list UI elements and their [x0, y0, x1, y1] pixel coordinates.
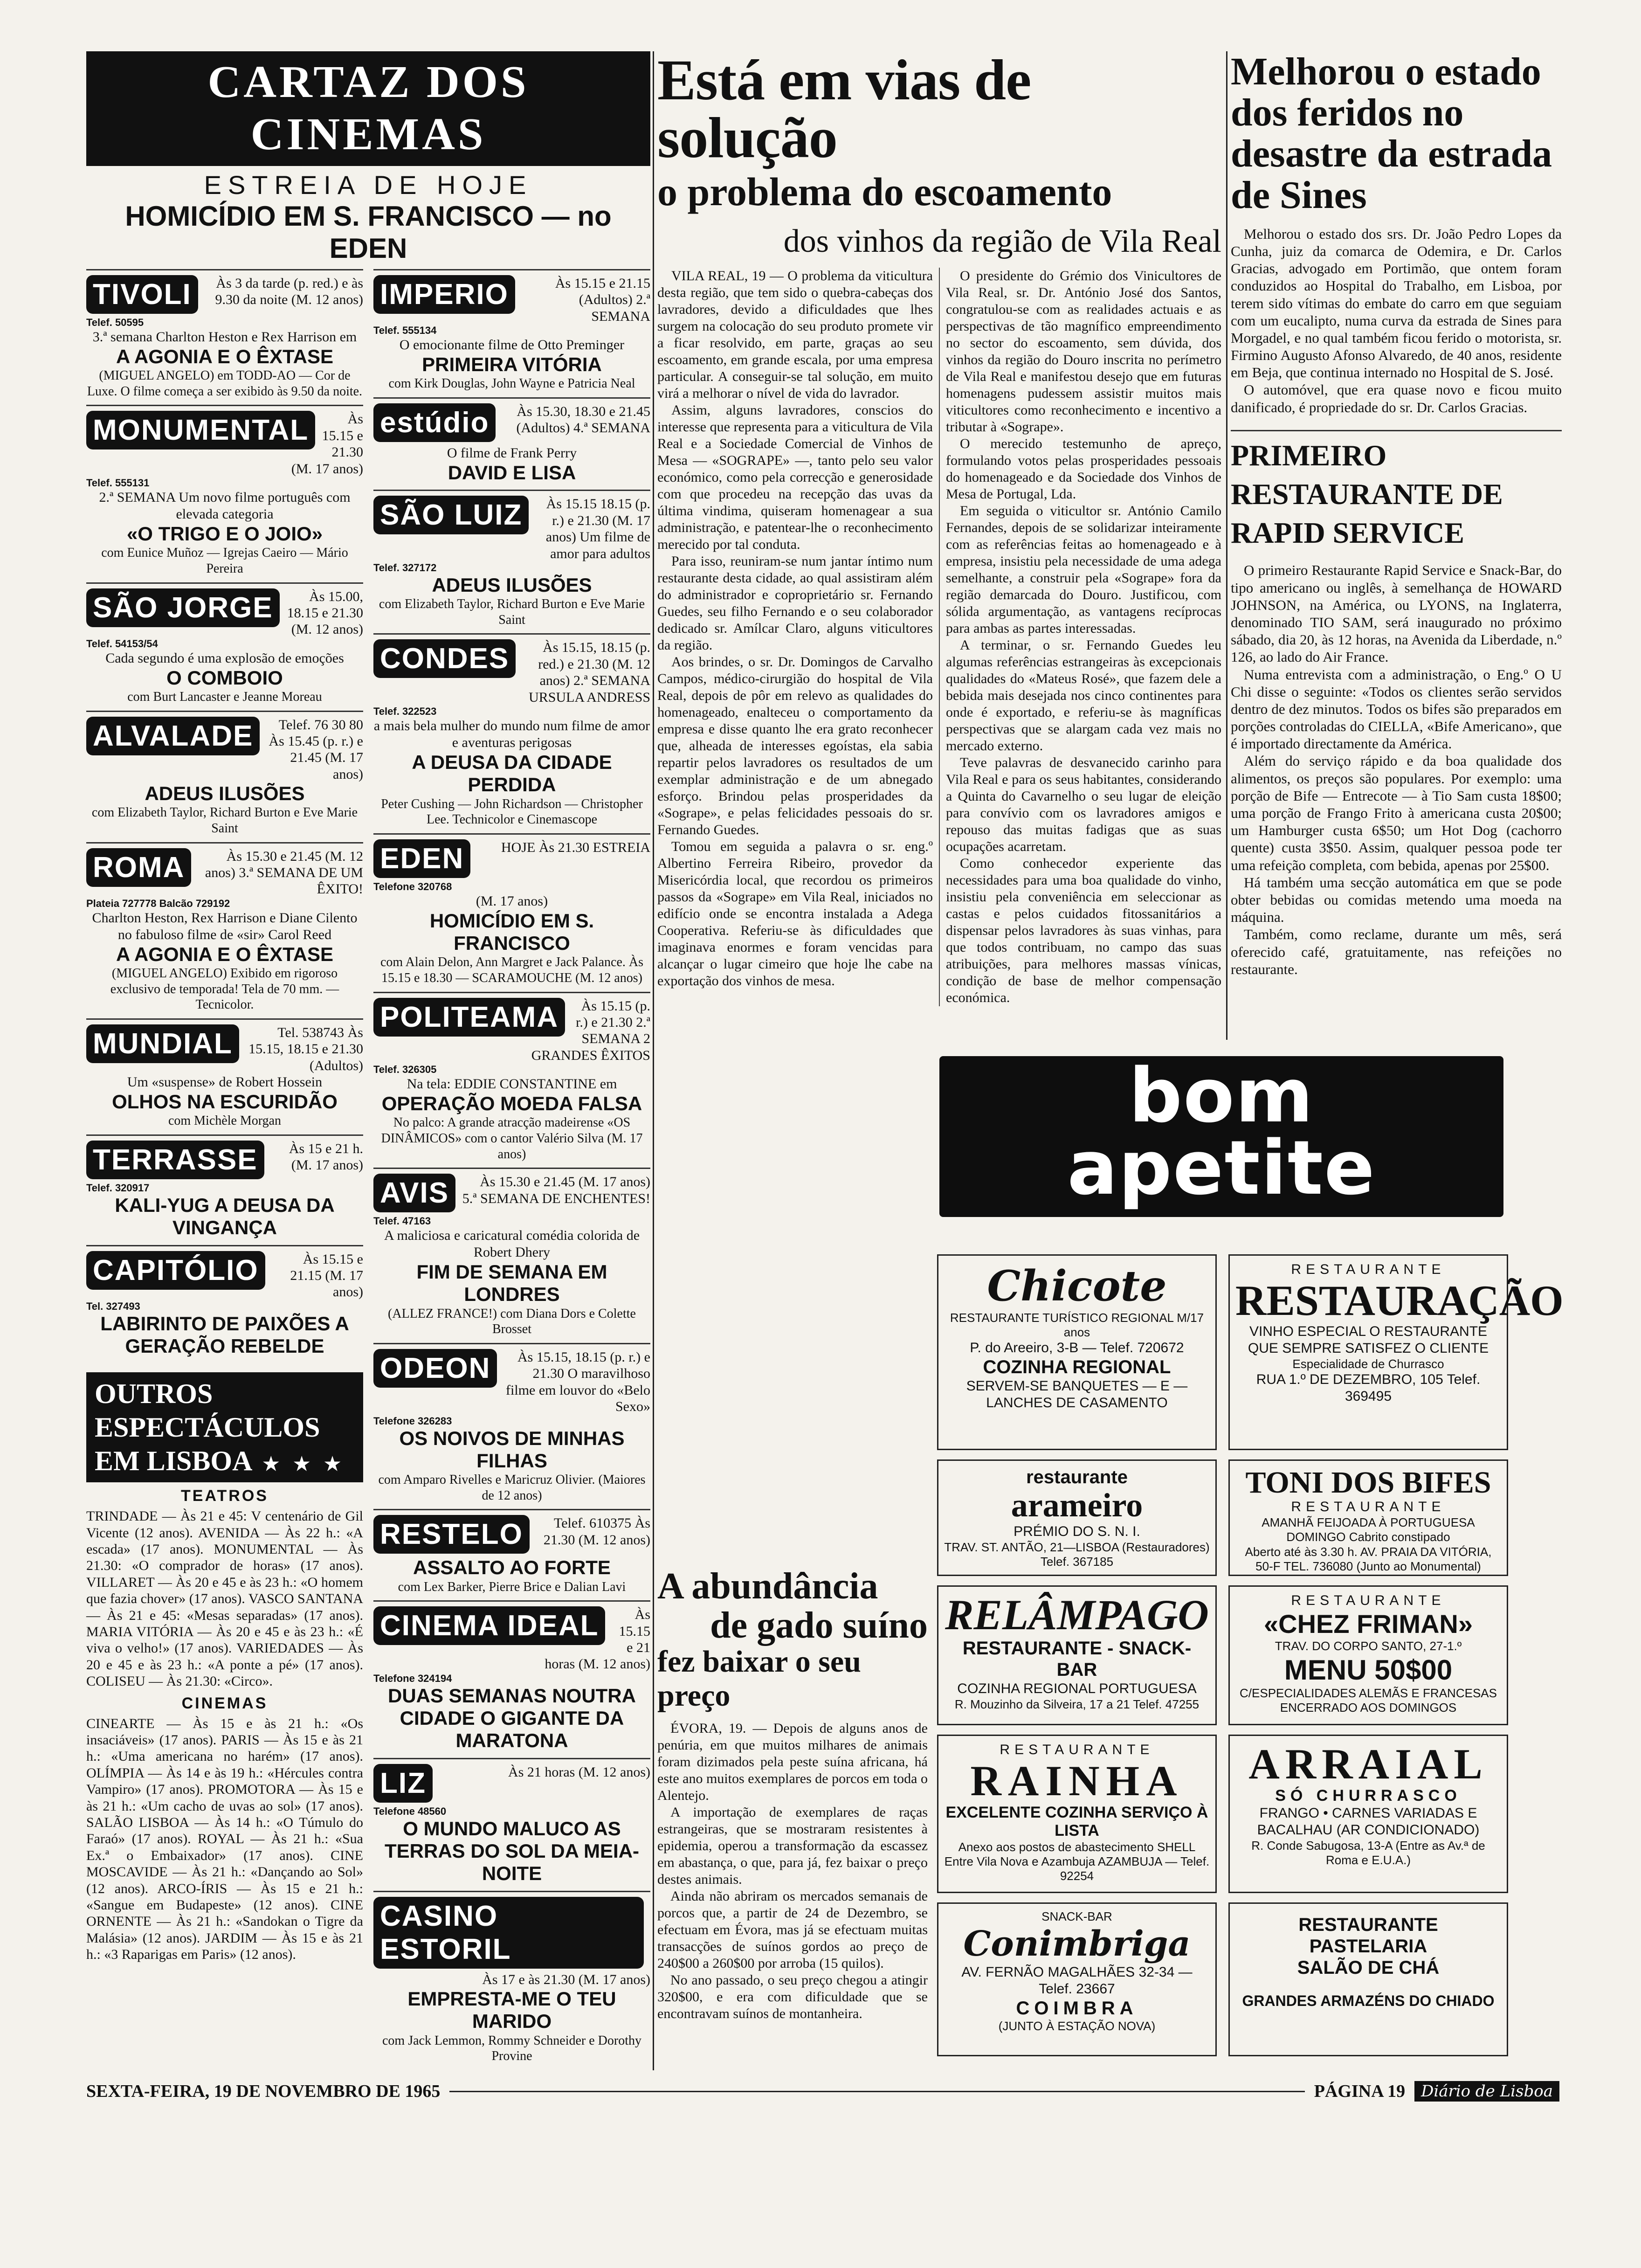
cinema-logo: ROMA: [86, 848, 191, 887]
cinema-cast: com Burt Lancaster e Jeanne Moreau: [127, 690, 322, 704]
cinema-logo: TIVOLI: [86, 275, 198, 314]
ad-toni-dos-bifes: [1228, 1459, 1508, 1576]
article-paragraph: Melhorou o estado dos srs. Dr. João Pedro Lopes da Cunha, juiz da comarca de Odemira, e Dr. Carlos Gracias, advogado em Portimão, que ontem foram conduzidos ao Hospital do Trabalho, em Lisboa, por terem sido vítimas do embate do carro em que seguiam com um eucalipto, numa curva da estrada de Sines para Morgadel, e no qual também ficou ferido o motorista, sr. Firmino Augusto Afonso Alvaredo, de 40 anos, residente em Beja, que continua internado no Hospital de S. José.: [1231, 225, 1562, 381]
cinema-logo: IMPERIO: [373, 275, 515, 314]
cinema-cast: com Amparo Rivelles e Maricruz Olivier. (Maiores de 12 anos): [378, 1473, 646, 1503]
cinema-info: (M. 17 anos): [476, 893, 548, 909]
arameiro-name: arameiro: [1011, 1487, 1143, 1524]
article-paragraph: Há também uma secção automática em que se pode obter bebidas ou comidas metendo uma moeda na máquina.: [1231, 874, 1562, 926]
conimbriga-address: AV. FERNÃO MAGALHÃES 32-34 — Telef. 23667: [961, 1964, 1193, 1997]
cinema-cast: (MIGUEL ANGELO) em TODD-AO — Cor de Luxe. O filme começa a ser exibido às 9.50 da noite.: [87, 368, 363, 399]
cinema-film-title: OS NOIVOS DE MINHAS FILHAS: [399, 1427, 625, 1472]
relampago-line1: RESTAURANTE - SNACK-BAR: [962, 1638, 1192, 1680]
cinema-logo: ALVALADE: [86, 717, 260, 755]
column-divider: [653, 51, 654, 2070]
cinema-entry: [86, 1018, 363, 1134]
article-paragraph: O presidente do Grémio dos Vinicultores de Vila Real, sr. Dr. António José dos Santos, congratulou-se com as realidades actuais e as perspectivas de tão magnífico empreendimento no sector do escoamento, sem dúvida, dos vinhos da região do Douro inscrita no perímetro de Vila Real e manifestou desejo que em futuras homenagens pudessem assistir muitos mais viticultores como reconhecimento e incentivo a tributar à «Sogrape».: [946, 268, 1221, 435]
pork-headline-3: fez baixar o seu preço: [657, 1645, 861, 1713]
cinema-entry: [86, 1245, 363, 1363]
toni-top: RESTAURANTE: [1291, 1499, 1446, 1515]
restauracao-top: RESTAURANTE: [1291, 1262, 1446, 1277]
relampago-address: R. Mouzinho da Silveira, 17 a 21 Telef. 47255: [954, 1697, 1200, 1711]
chicote-address: P. do Areeiro, 3-B — Telef. 720672: [970, 1340, 1184, 1356]
cinema-sessions: Tel. 538743 Às 15.15, 18.15 e 21.30 (Adultos): [248, 1024, 363, 1073]
cinema-sessions: Às 15.15, 18.15 (p. r.) e 21.30 O maravilhoso filme em louvor do «Belo Sexo»: [506, 1349, 650, 1415]
cinema-logo: CONDES: [373, 639, 516, 678]
cinema-phone: Telefone 326283: [373, 1415, 452, 1427]
ad-chiado: [1228, 1902, 1508, 2056]
cinema-film-title: EMPRESTA-ME O TEU MARIDO: [407, 1987, 616, 2033]
cinema-phone: Telef. 320917: [86, 1182, 150, 1194]
ad-relampago: [937, 1585, 1217, 1725]
toni-address: Aberto até às 3.30 h. AV. PRAIA DA VITÓRIA, 50-F TEL. 736080 (Junto ao Monumental): [1245, 1544, 1492, 1573]
sines-article: [1231, 225, 1562, 416]
conimbriga-logo: Conimbriga: [963, 1924, 1191, 1964]
chez-address: TRAV. DO CORPO SANTO, 27-1.º: [1275, 1639, 1462, 1653]
article-paragraph: Numa entrevista com a administração, o Eng.º O U Chi disse o seguinte: «Todos os clientes serão servidos dentro de dez minutos. Todos os bifes são preparados em porções controladas do CIELLA, «Bife Americano», que é importado directamente da América.: [1231, 666, 1562, 752]
cinema-sessions: Às 15.15 e 21.15 (M. 17 anos): [290, 1251, 363, 1300]
cinema-sessions: Telef. 610375 Às 21.30 (M. 12 anos): [543, 1515, 650, 1548]
cinema-logo: LIZ: [373, 1764, 433, 1803]
cinema-film-title: ASSALTO AO FORTE: [413, 1556, 611, 1579]
rainha-address: Entre Vila Nova e Azambuja AZAMBUJA — Telef. 92254: [944, 1854, 1210, 1883]
cinema-logo: SÃO JORGE: [86, 588, 280, 627]
ad-restauracao: [1228, 1254, 1564, 1450]
cinema-phone: Telef. 555131: [86, 477, 150, 489]
page-number: PÁGINA 19: [1314, 2081, 1406, 2101]
article-paragraph: Em seguida o viticultor sr. António Camilo Fernandes, depois de se solidarizar inteiramente com as referências feitas ao homenageado e à empresa, insistiu pela necessidade de uma adega semelhante, a construir pela «Sogrape» fora da região demarcada do Douro. Justificou, com sólida argumentação, as vantagens recíprocas para ambas as partes interessadas.: [946, 503, 1221, 636]
cinema-phone: Telefone 324194: [373, 1672, 452, 1684]
relampago-line2: COZINHA REGIONAL PORTUGUESA: [957, 1680, 1197, 1696]
restauracao-name: RESTAURAÇÃO: [1235, 1277, 1564, 1324]
article-paragraph: A terminar, o sr. Fernando Guedes leu algumas referências estrangeiras às excepcionais qualidades do «Mateus Rosé», que fazem dele a bebida mais desejada nos cinco continentes para onde é exportado, e referiu-se às magníficas perspectivas que se alargam cada vez mais no mercado externo.: [946, 637, 1221, 754]
article-paragraph: O automóvel, que era quase novo e ficou muito danificado, é propriedade do sr. Dr. Carlos Gracias.: [1231, 381, 1562, 415]
cinema-film-title: OLHOS NA ESCURIDÃO: [112, 1091, 338, 1113]
cinema-info: Charlton Heston, Rex Harrison e Diane Cilento no fabuloso filme de «sir» Carol Reed: [92, 910, 358, 942]
cinema-entry: [373, 1600, 650, 1757]
cinema-sessions: Às 3 da tarde (p. red.) e às 9.30 da noite (M. 12 anos): [215, 276, 363, 308]
main-article: [657, 48, 1221, 1058]
toni-name: TONI DOS BIFES: [1245, 1466, 1491, 1500]
cinema-film-title: LABIRINTO DE PAIXÕES A GERAÇÃO REBELDE: [100, 1312, 349, 1357]
cinemas-heading: CINEMAS: [181, 1694, 268, 1712]
chiado-line2: PASTELARIA: [1309, 1936, 1427, 1957]
main-kicker: dos vinhos da região de Vila Real: [783, 223, 1221, 260]
restauracao-address: RUA 1.º DE DEZEMBRO, 105 Telef. 369495: [1256, 1371, 1481, 1404]
cinema-entry: [86, 405, 363, 582]
cinema-logo: ODEON: [373, 1349, 497, 1388]
cinema-logo: CAPITÓLIO: [86, 1251, 265, 1290]
cinema-cast: com Alain Delon, Ann Margret e Jack Palance. Às 15.15 e 18.30 — SCARAMOUCHE (M. 12 anos): [380, 955, 643, 985]
relampago-name: RELÂMPAGO: [945, 1591, 1209, 1639]
cinema-info: Cada segundo é uma explosão de emoções: [105, 650, 344, 666]
conimbriga-note: (JUNTO À ESTAÇÃO NOVA): [998, 2019, 1156, 2033]
chez-line2: C/ESPECIALIDADES ALEMÃS E FRANCESAS ENCERRADO AOS DOMINGOS: [1240, 1686, 1497, 1715]
cinema-entry: [86, 269, 363, 405]
cinema-sessions: Às 15.15, 18.15 (p. red.) e 21.30 (M. 12 anos) 2.ª SEMANA URSULA ANDRESS: [529, 640, 650, 705]
cinema-phone: Telef. 322523: [373, 705, 437, 717]
main-article-body: [657, 268, 1221, 1006]
bom-text: bom: [1129, 1052, 1314, 1139]
chez-menu: MENU 50$00: [1284, 1654, 1453, 1686]
arameiro-top: restaurante: [1026, 1467, 1128, 1487]
cinema-phone: Telefone 320768: [373, 880, 452, 892]
main-headline: Está em vias de solução: [657, 48, 1031, 170]
newspaper-name: Diário de Lisboa: [1414, 2081, 1559, 2102]
cinema-cast: No palco: A grande atracção madeirense «OS DINÂMICOS» com o cantor Valério Silva (M. 17 anos): [381, 1115, 643, 1162]
article-paragraph: A importação de exemplares de raças estrangeiras, que se mostraram resistentes à epidemia, operou a transformação da escassez em abastança, o que, para já, fez baixar o preço destes animais.: [657, 1805, 928, 1888]
cinema-film-title: A DEUSA DA CIDADE PERDIDA: [412, 751, 612, 796]
cinema-sessions: Às 15.15 e 21.15 (Adultos) 2.ª SEMANA: [555, 276, 650, 324]
cinema-info: 2.ª SEMANA Um novo filme português com elevada categoria: [99, 490, 351, 522]
cinema-listings-column: [86, 51, 650, 2070]
cinema-sessions: HOJE Às 21.30 ESTREIA: [501, 839, 650, 855]
cinema-cast: com Kirk Douglas, John Wayne e Patricia Neal: [388, 376, 635, 391]
cinemas-listing: CINEARTE — Às 15 e às 21 h.: «Os insaciáveis» (17 anos). PARIS — Às 15 e às 21 h.: «Uma americana no harém» (17 anos). OLÍMPIA — Às 14 e às 19 h.: «Hércules contra Vampiro» (17 anos). PROMOTORA — Às 15 e às 21 h.: «Um cacho de uvas ao sol» (17 anos). SALÃO LISBOA — Às 14 h.: «O Túmulo do Faraó» (17 anos). ROYAL — Às 21 h.: «Sua Ex.ª o Embaixador» (17 anos). CINE MOSCAVIDE — Às 21 h.: «Dançando ao Sol» (12 anos). ARCO-ÍRIS — Às 15 e 21 h.: «Sangue em Budapeste» (12 anos). CINE ORNENTE — Às 21 h.: «Sandokan o Tigre da Malásia» (12 anos). JARDIM — Às 15 e às 21 h.: «3 Raparigas em Paris» (12 anos).: [86, 1715, 363, 1963]
chiado-line3: SALÃO DE CHÁ: [1297, 1957, 1440, 1978]
rainha-line1: EXCELENTE COZINHA SERVIÇO À LISTA: [945, 1803, 1208, 1839]
cinema-grid: [86, 269, 650, 2070]
cinema-column-left: [86, 269, 363, 2070]
article-paragraph: Também, como reclame, durante um mês, será oferecido café, gratuitamente, nas refeições no restaurante.: [1231, 926, 1562, 977]
arameiro-prize: PRÉMIO DO S. N. I.: [1014, 1523, 1140, 1539]
cinema-info: a mais bela mulher do mundo num filme de amor e aventuras perigosas: [373, 718, 650, 750]
chez-name: «CHEZ FRIMAN»: [1263, 1609, 1473, 1639]
cinema-info: O filme de Frank Perry: [447, 445, 577, 461]
teatros-heading: TEATROS: [181, 1487, 269, 1505]
cinema-entry: [373, 633, 650, 833]
article-paragraph: O merecido testemunho de apreço, formulando votos pelas prosperidades pessoais do homenageado e da Sociedade dos Vinhos de Mesa de Portugal, Lda.: [946, 436, 1221, 502]
conimbriga-city: COIMBRA: [1016, 1998, 1138, 2019]
footer-rule: [449, 2091, 1304, 2092]
cinema-sessions: Às 15.15 18.15 (p. r.) e 21.30 (M. 17 anos) Um filme de amor para adultos: [545, 496, 650, 561]
cinema-logo: estúdio: [373, 403, 496, 442]
cinema-cast: (MIGUEL ANGELO) Exibido em rigoroso exclusivo de temporada! Tela de 70 mm. — Tecnicolor.: [110, 966, 339, 1012]
ad-chez-friman: [1228, 1585, 1508, 1725]
chiado-line4: GRANDES ARMAZÉNS DO CHIADO: [1242, 1992, 1495, 2009]
rainha-top: RESTAURANTE: [1000, 1742, 1154, 1757]
cinema-cast: com Jack Lemmon, Rommy Schneider e Dorothy Provine: [382, 2033, 641, 2064]
ad-chicote: [937, 1254, 1217, 1450]
cinema-sessions: Às 15.00, 18.15 e 21.30 (M. 12 anos): [287, 588, 363, 637]
pork-article: [657, 1567, 928, 2056]
restauracao-line2: Especialidade de Churrasco: [1292, 1356, 1444, 1371]
cinema-logo: CINEMA IDEAL: [373, 1606, 605, 1645]
cinema-entry: [373, 992, 650, 1168]
cinema-phone: Telef. 555134: [373, 325, 437, 337]
rainha-name: RAINHA: [970, 1757, 1184, 1805]
chez-top: RESTAURANTE: [1291, 1593, 1446, 1608]
chicote-line2: SERVEM-SE BANQUETES — E — LANCHES DE CASAMENTO: [966, 1378, 1188, 1411]
arraial-line2: FRANGO • CARNES VARIADAS E BACALHAU (AR CONDICIONADO): [1257, 1805, 1480, 1838]
article-paragraph: No ano passado, o seu preço chegou a atingir 320$00, e era com dificuldade que se encontravam suínos de montanheira.: [657, 1972, 928, 2022]
article-paragraph: Aos brindes, o sr. Dr. Domingos de Carvalho Campos, médico-cirurgião do hospital de Vila Real, depois de pôr em relevo as qualidades do homenageado, enalteceu o comportamento da empresa e disse quanto lhe era grato reconhecer que, alheada de interesses egoístas, ela sabia repartir pelos lavradores os resultados de um exemplar administração e de um abnegado esforço. Brindou pelas prosperidades da «Sogrape», e pelas felicidades pessoais do sr. Fernando Guedes.: [657, 654, 933, 838]
arraial-line1: SÓ CHURRASCO: [1275, 1786, 1462, 1805]
issue-date: SEXTA-FEIRA, 19 DE NOVEMBRO DE 1965: [86, 2081, 441, 2101]
cinema-info: O emocionante filme de Otto Preminger: [399, 337, 625, 353]
conimbriga-sub: SNACK-BAR: [1041, 1909, 1112, 1923]
cinema-logo: POLITEAMA: [373, 998, 565, 1037]
toni-line1: AMANHÃ FEIJOADA À PORTUGUESA DOMINGO Cabrito constipado: [1262, 1515, 1475, 1544]
cinema-film-title: A AGONIA E O ÊXTASE: [116, 346, 333, 367]
cinema-logo: CASINO ESTORIL: [373, 1897, 644, 1969]
outros-espectaculos-banner: [86, 1372, 363, 1482]
article-paragraph: Ainda não abriram os mercados semanais de porcos que, a partir de 24 de Dezembro, se efectuam em Évora, mas já se efectuam muitas transacções de suínos gordos ao preço de 240$00 a 260$00 por arroba (15 quilos).: [657, 1888, 928, 1971]
article-paragraph: Como conhecedor experiente das necessidades para uma boa qualidade do vinho, insistiu pela conveniência em seleccionar as castas e pelos cuidados fitossanitários a dispensar pelos lavradores às suas vinhas, para que todos contribuam, no campo das suas atribuições, para melhores massas vínicas, condição de base de melhor compensação económica.: [946, 856, 1221, 1006]
cinema-film-title: O MUNDO MALUCO AS TERRAS DO SOL DA MEIA-NOITE: [384, 1817, 640, 1885]
cinema-entry: [373, 1758, 650, 1891]
arraial-name: ARRAIAL: [1248, 1740, 1488, 1788]
cinema-sessions: Às 15.15 e 21 horas (M. 12 anos): [545, 1607, 650, 1672]
article-paragraph: Teve palavras de desvanecido carinho para Vila Real e para os seus habitantes, considerando a Quinta do Cavarnelho o seu lugar de eleição para convívio com os lavradores amigos e repouso das muitas fadigas que as suas ocupações acarretam.: [946, 755, 1221, 855]
pork-article-body: [657, 1720, 928, 2022]
cinema-entry: [373, 490, 650, 633]
chicote-line1: COZINHA REGIONAL: [983, 1357, 1171, 1378]
cinema-film-title: ADEUS ILUSÕES: [145, 782, 305, 805]
ad-conimbriga: [937, 1902, 1217, 2056]
cinema-phone: Telefone 48560: [373, 1805, 447, 1817]
cinema-sessions: Às 17 e às 21.30 (M. 17 anos): [482, 1971, 650, 1987]
cinema-logo: SÃO LUIZ: [373, 496, 529, 534]
cinema-sessions: Às 15.15 e 21.30 (M. 17 anos): [291, 411, 363, 477]
cinema-sessions: Telef. 76 30 80 Às 15.45 (p. r.) e 21.45 (M. 17 anos): [269, 717, 363, 782]
cinema-film-title: PRIMEIRA VITÓRIA: [422, 353, 602, 376]
ad-rainha: [937, 1735, 1217, 1893]
arameiro-address: TRAV. ST. ANTÃO, 21—LISBOA (Restauradores) Telef. 367185: [944, 1540, 1210, 1569]
cinema-film-title: HOMICÍDIO EM S. FRANCISCO: [429, 909, 594, 954]
article-paragraph: Para isso, reuniram-se num jantar íntimo num restaurante desta cidade, ao qual assistiram além do administrador e coproprietário sr. Fernando Guedes, seu filho Fernando e o seu colaborador dedicado sr. Amílcar Claro, alguns viticultores da região.: [657, 553, 933, 653]
cinema-info: A maliciosa e caricatural comédia colorida de Robert Dhery: [384, 1228, 640, 1260]
cinema-info: Um «suspense» de Robert Hossein: [127, 1074, 323, 1090]
right-column: [1231, 51, 1562, 1058]
rapid-service-headline: PRIMEIRO RESTAURANTE DE RAPID SERVICE: [1231, 430, 1562, 553]
cinema-entry: [373, 833, 650, 992]
restauracao-line1: VINHO ESPECIAL O RESTAURANTE QUE SEMPRE SATISFEZ O CLIENTE: [1248, 1323, 1489, 1356]
article-paragraph: ÉVORA, 19. — Depois de alguns anos de penúria, em que muitos milhares de animais foram dizimados pela peste suína africana, há este ano muitos exemplares de porcos em toda o Alentejo.: [657, 1721, 928, 1804]
cinema-info: 3.ª semana Charlton Heston e Rex Harrison em: [92, 329, 357, 345]
cinema-entry: [373, 1168, 650, 1343]
cinema-sessions: Às 15.30 e 21.45 (M. 12 anos) 3.ª SEMANA DE UM ÊXITO!: [205, 848, 363, 897]
cinema-entry: [86, 842, 363, 1018]
cinema-sessions: Às 15.30 e 21.45 (M. 17 anos) 5.ª SEMANA DE ENCHENTES!: [462, 1174, 650, 1206]
cinema-film-title: O COMBOIO: [166, 666, 283, 689]
estreia-film: HOMICÍDIO EM S. FRANCISCO — no EDEN: [125, 201, 612, 264]
cinema-logo: MUNDIAL: [86, 1024, 239, 1063]
cinema-film-title: DUAS SEMANAS NOUTRA CIDADE O GIGANTE DA MARATONA: [387, 1684, 636, 1752]
teatros-listing: TRINDADE — Às 21 e 45: V centenário de Gil Vicente (12 anos). AVENIDA — Às 22 h.: «A escada» (17 anos). MONUMENTAL — Às 21.30: «O comprador de horas» (17 anos). VILLARET — Às 20 e 45 e às 23 h.: «O homem que fazia chover» (17 anos). VASCO SANTANA — Às 21 e 45: «Mesas separadas» (17 anos). MARIA VITÓRIA — Às 20 e 45 e às 23 h.: «É viva o velho!» (17 anos). VARIEDADES — Às 20 e 45 e às 23 h.: «A ponte a pé» (17 anos). COLISEU — Às 21.30: «Circo».: [86, 1508, 363, 1689]
article-paragraph: Tomou em seguida a palavra o sr. eng.º Albertino Ferreira Ribeiro, provedor da Misericórdia local, que recordou os primeiros passos da «Sogrape» em Vila Real, iniciados no edifício onde se encontra instalada a Adega Cooperativa. Referiu-se às dificuldades que imaginava enormes e foram vencidas para alcançar o lugar cimeiro que hoje lhe cabe na exportação dos vinhos de mesa.: [657, 839, 933, 989]
cinema-cast: com Elizabeth Taylor, Richard Burton e Eve Marie Saint: [91, 805, 358, 836]
cinema-cast: com Eunice Muñoz — Igrejas Caeiro — Mário Pereira: [101, 546, 348, 576]
cinema-film-title: «O TRIGO E O JOIO»: [126, 523, 323, 545]
arraial-address: R. Conde Sabugosa, 13-A (Entre as Av.ª de Roma e E.U.A.): [1251, 1838, 1485, 1867]
article-paragraph: O primeiro Restaurante Rapid Service e Snack-Bar, do tipo americano ou inglês, à semelhança de HOWARD JOHNSON, na América, ou LYONS, na Inglaterra, denominado TIO SAM, será inaugurado no próximo sábado, dia 20, às 12 horas, na Avenida da Liberdade, n.º 126, ao lado do Air France.: [1231, 562, 1562, 665]
outros-label: OUTROS ESPECTÁCULOS EM LISBOA: [95, 1378, 320, 1477]
cinema-cast: (ALLEZ FRANCE!) com Diana Dors e Colette Brosset: [388, 1306, 636, 1337]
cinema-info: Na tela: EDDIE CONSTANTINE em: [407, 1076, 617, 1092]
cinema-entry: [373, 397, 650, 490]
cinema-phone: Tel. 327493: [86, 1300, 140, 1312]
cinema-entry: [373, 1343, 650, 1509]
article-paragraph: Além do serviço rápido e da boa qualidade dos alimentos, os preços são populares. Por exemplo: uma porção de Bife — Entrecote — à Tio Sam custa 18$00; uma porção de Frango Frito à americana custa 20$00; um Hamburger custa 6$50; um Hot Dog (cachorro quente) custa 3$50. Assim, qualquer pessoa pode ter uma refeição completa, com bebida, apenas por 25$00.: [1231, 753, 1562, 873]
page-footer: [86, 2077, 1559, 2105]
pork-headline-2: de gado suíno: [710, 1605, 928, 1646]
cinema-film-title: KALI-YUG A DEUSA DA VINGANÇA: [115, 1194, 335, 1239]
cinema-phone: Telef. 326305: [373, 1064, 437, 1076]
ad-arameiro: [937, 1459, 1217, 1576]
chiado-line1: RESTAURANTE: [1298, 1915, 1438, 1935]
cinema-entry: [86, 1134, 363, 1245]
cinema-sessions: Às 15.30, 18.30 e 21.45 (Adultos) 4.ª SEMANA: [516, 404, 650, 436]
cinema-entry: [373, 1891, 650, 2070]
cinema-cast: com Lex Barker, Pierre Brice e Dalian Lavi: [398, 1579, 626, 1594]
cinema-sessions: Às 15.15 (p. r.) e 21.30 2.ª SEMANA 2 GRANDES ÊXITOS: [531, 998, 650, 1063]
cinema-film-title: ADEUS ILUSÕES: [432, 574, 592, 596]
cinema-column-right: [373, 269, 650, 2070]
bom-apetite-banner: [939, 1052, 1503, 1217]
article-paragraph: VILA REAL, 19 — O problema da viticultura desta região, que tem sido o quebra-cabeças dos lavradores, devido a dificuldades que lhes surgem na colocação do seu produto promete vir a ficar resolvido, em parte, graças ao seu escoamento, em grande escala, por uma empresa particular. A conseguir-se tal solução, em muito virá a melhorar o nível de vida do lavrador.: [657, 268, 933, 401]
column-divider: [1226, 51, 1227, 1040]
sines-headline: Melhorou o estado dos feridos no desastre da estrada de Sines: [1231, 50, 1552, 217]
rapid-service-article: [1231, 561, 1562, 978]
estreia-title: ESTREIA DE HOJE: [204, 170, 533, 200]
ad-arraial: [1228, 1735, 1508, 1893]
cinema-entry: [86, 582, 363, 711]
cinema-cast: com Michèle Morgan: [168, 1113, 282, 1128]
main-subheadline: o problema do escoamento: [657, 169, 1112, 214]
chicote-logo: Chicote: [987, 1261, 1167, 1311]
cinema-logo: TERRASSE: [86, 1141, 264, 1179]
cinema-logo: AVIS: [373, 1174, 455, 1212]
cinema-cast: com Elizabeth Taylor, Richard Burton e Eve Marie Saint: [379, 597, 645, 627]
cinema-entry: [373, 269, 650, 397]
cinema-banner: CARTAZ DOS CINEMAS: [86, 51, 650, 166]
rainha-line2: Anexo aos postos de abastecimento SHELL: [958, 1839, 1196, 1854]
chicote-sub: RESTAURANTE TURÍSTICO REGIONAL M/17 anos: [950, 1311, 1204, 1340]
cinema-film-title: FIM DE SEMANA EM LONDRES: [416, 1261, 607, 1306]
cinema-film-title: A AGONIA E O ÊXTASE: [116, 943, 333, 965]
cinema-sessions: Às 15 e 21 h. (M. 17 anos): [289, 1141, 363, 1173]
cinema-entry: [86, 711, 363, 842]
cinema-entry: [373, 1509, 650, 1600]
cinema-logo: EDEN: [373, 839, 470, 878]
cinema-phone: Plateia 727778 Balcão 729192: [86, 897, 230, 909]
cinema-logo: MONUMENTAL: [86, 411, 315, 449]
cinema-phone: Telef. 47163: [373, 1215, 431, 1227]
cinema-phone: Telef. 50595: [86, 317, 144, 328]
cinema-logo: RESTELO: [373, 1515, 530, 1554]
cinema-phone: Telef. 327172: [373, 561, 437, 574]
cinema-phone: Telef. 54153/54: [86, 637, 158, 650]
cinema-sessions: Às 21 horas (M. 12 anos): [508, 1764, 650, 1780]
cinema-film-title: DAVID E LISA: [448, 462, 576, 484]
cinema-film-title: OPERAÇÃO MOEDA FALSA: [381, 1093, 642, 1115]
pork-headline-1: A abundância: [657, 1566, 878, 1607]
cinema-cast: Peter Cushing — John Richardson — Christopher Lee. Technicolor e Cinemascope: [381, 796, 643, 827]
apetite-text: apetite: [1067, 1124, 1376, 1211]
stars-icon: ★ ★ ★: [262, 1453, 345, 1475]
article-paragraph: Assim, alguns lavradores, conscios do interesse que representa para a viticultura de Vila Real e a Sociedade Comercial de Vinhos de Mesa — «SOGRAPE» —, tanto pelo seu valor económico, como pela correcção e generosidade com que procedeu na recepção das uvas da última vindima, quiseram homenagear a sua administração, e patentear-lhe o reconhecimento merecido por tal conduta.: [657, 402, 933, 553]
